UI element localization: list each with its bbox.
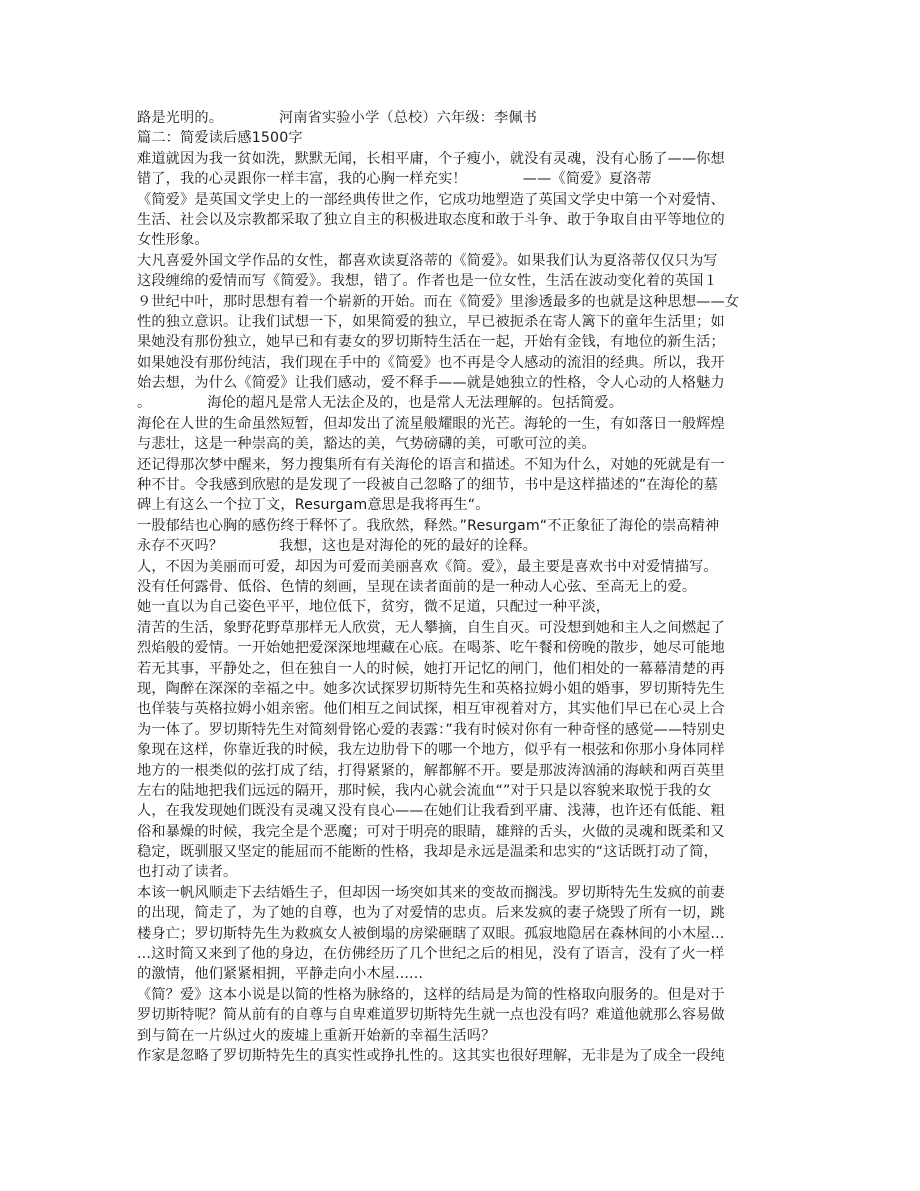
text-line: ...这时简又来到了他的身边，在仿佛经历了几个世纪之后的相见，没有了语言，没有了火一样 [137, 946, 725, 963]
text-line: 。 海伦的超凡是常人无法企及的，也是常人无法理解的。包括简爱。 [137, 395, 624, 412]
text-line: 人，不因为美丽而可爱，却因为可爱而美丽喜欢《简。爱》，最主要是喜欢书中对爱情描写。 [137, 558, 718, 575]
text-line: 没有任何露骨、低俗、色情的刻画，呈现在读者面前的是一种动人心弦、至高无上的爱。 [137, 578, 697, 595]
text-line: 稳定，既驯服又坚定的能屈而不能断的性格，我却是永远是温柔和忠实的“这话既打动了简， [137, 844, 719, 861]
text-line: 一股郁结也心胸的感伤终于释怀了。我欣然，释然。”Resurgam“不正象征了海伦的崇高精神 [137, 517, 720, 534]
text-line: 海伦在人世的生命虽然短暂，但却发出了流星般耀眼的光芒。海轮的一生，有如落日一般辉煌 [137, 415, 725, 432]
text-line: 楼身亡；罗切斯特先生为救疯女人被倒塌的房梁砸瞎了双眼。孤寂地隐居在森林间的小木屋... [137, 925, 725, 942]
text-line: 烈焰般的爱情。一开始她把爱深深地埋藏在心底。在喝茶、吃午餐和傍晚的散步，她尽可能地 [137, 640, 725, 657]
text-line: 性的独立意识。让我们试想一下，如果简爱的独立，早已被扼杀在寄人篱下的童年生活里；如 [137, 313, 725, 330]
text-line: 为一体了。罗切斯特先生对简刻骨铭心爱的表露：”我有时候对你有一种奇怪的感觉——特别史 [137, 721, 726, 738]
text-line: 路是光明的。 河南省实验小学（总校）六年级：李佩书 [137, 110, 538, 126]
text-line: 难道就因为我一贫如洗，默默无闻，长相平庸，个子瘦小，就没有灵魂，没有心肠了——你想 [137, 150, 725, 167]
text-line: 若无其事，平静处之，但在独自一人的时候，她打开记忆的闸门，他们相处的一幕幕清楚的再 [137, 660, 725, 677]
text-line: 种不甘。令我感到欣慰的是发现了一段被自己忽略了的细节，书中是这样描述的”在海伦的墓 [137, 477, 719, 494]
text-line: 始去想，为什么《简爱》让我们感动，爱不释手——就是她独立的性格，令人心动的人格魅力 [137, 375, 725, 392]
text-line: 《简？爱》这本小说是以简的性格为脉络的，这样的结局是为简的性格取向服务的。但是对于 [137, 986, 725, 1003]
text-line: 大凡喜爱外国文学作品的女性，都喜欢读夏洛蒂的《简爱》。如果我们认为夏洛蒂仅仅只为写 [137, 252, 718, 269]
text-line: 罗切斯特呢？简从前有的自尊与自卑难道罗切斯特先生就一点也没有吗？难道他就那么容易做 [137, 1007, 725, 1024]
text-line: 也佯装与英格拉姆小姐亲密。他们相互之间试探，相互审视着对方，其实他们早已在心灵上合 [137, 701, 725, 718]
text-line: 的出现，简走了，为了她的自尊，也为了对爱情的忠贞。后来发疯的妻子烧毁了所有一切，跳 [137, 905, 725, 922]
text-line: 清苦的生活，象野花野草那样无人欣赏，无人攀摘，自生自灭。可没想到她和主人之间燃起了 [137, 619, 725, 636]
text-line: 本该一帆风顺走下去结婚生子，但却因一场突如其来的变故而搁浅。罗切斯特先生发疯的前妻 [137, 884, 725, 901]
text-line: 与悲壮，这是一种崇高的美，豁达的美，气势磅礴的美，可歌可泣的美。 [137, 436, 596, 453]
text-line: 《简爱》是英国文学史上的一部经典传世之作，它成功地塑造了英国文学史中第一个对爱情、 [137, 191, 725, 208]
text-line: 左右的陆地把我们远远的隔开，那时候，我内心就会流血“”对于只是以容貌来取悦于我的女 [137, 782, 712, 799]
text-line: 的激情，他们紧紧相拥，平静走向小木屋...... [137, 966, 424, 983]
text-line: 女性形象。 [137, 232, 209, 249]
text-line: 作家是忽略了罗切斯特先生的真实性或挣扎性的。这其实也很好理解，无非是为了成全一段纯 [137, 1047, 725, 1064]
text-line: 她一直以为自己姿色平平，地位低下，贫穷，微不足道，只配过一种平淡， [137, 599, 611, 616]
text-line: 还记得那次梦中醒来，努力搜集所有有关海伦的语言和描述。不知为什么，对她的死就是有一 [137, 456, 725, 473]
document-body [137, 108, 787, 1066]
text-line: 永存不灭吗？ 我想，这也是对海伦的死的最好的诠释。 [137, 538, 538, 555]
text-line: 篇二：简爱读后感1500字 [137, 130, 303, 147]
text-line: 生活、社会以及宗教都采取了独立自主的积极进取态度和敢于斗争、敢于争取自由平等地位的 [137, 211, 725, 228]
text-line: 错了，我的心灵跟你一样丰富，我的心胸一样充实！ ——《简爱》夏洛蒂 [137, 171, 652, 188]
text-line: 俗和暴燥的时候，我完全是个恶魔；可对于明亮的眼睛，雄辩的舌头，火做的灵魂和既柔和又 [137, 823, 725, 840]
text-line: 到与简在一片纵过火的废墟上重新开始新的幸福生活吗？ [137, 1027, 496, 1044]
text-line: 也打动了读者。 [137, 864, 238, 881]
text-line: 碑上有这么一个拉丁文，Resurgam意思是我将再生“。 [137, 497, 490, 514]
text-line: 象现在这样，你靠近我的时候，我左边肋骨下的哪一个地方，似乎有一根弦和你那小身体同样 [137, 742, 725, 759]
text-line: ９世纪中叶，那时思想有着一个崭新的开始。而在《简爱》里渗透最多的也就是这种思想——女 [137, 293, 740, 310]
text-line: 地方的一根类似的弦打成了结，打得紧紧的，解都解不开。要是那波涛汹涌的海峡和两百英里 [137, 762, 725, 779]
text-line: 人，在我发现她们既没有灵魂又没有良心——在她们让我看到平庸、浅薄，也许还有低能、粗 [137, 803, 725, 820]
text-line: 这段缠绵的爱情而写《简爱》。我想，错了。作者也是一位女性，生活在波动变化着的英国１ [137, 273, 718, 290]
text-line: 现，陶醉在深深的幸福之中。她多次试探罗切斯特先生和英格拉姆小姐的婚事，罗切斯特先生 [137, 680, 725, 697]
text-line: 如果她没有那份纯洁，我们现在手中的《简爱》也不再是令人感动的流泪的经典。所以，我开 [137, 354, 725, 371]
text-line: 果她没有那份独立，她早已和有妻女的罗切斯特生活在一起，开始有金钱，有地位的新生活； [137, 334, 725, 351]
